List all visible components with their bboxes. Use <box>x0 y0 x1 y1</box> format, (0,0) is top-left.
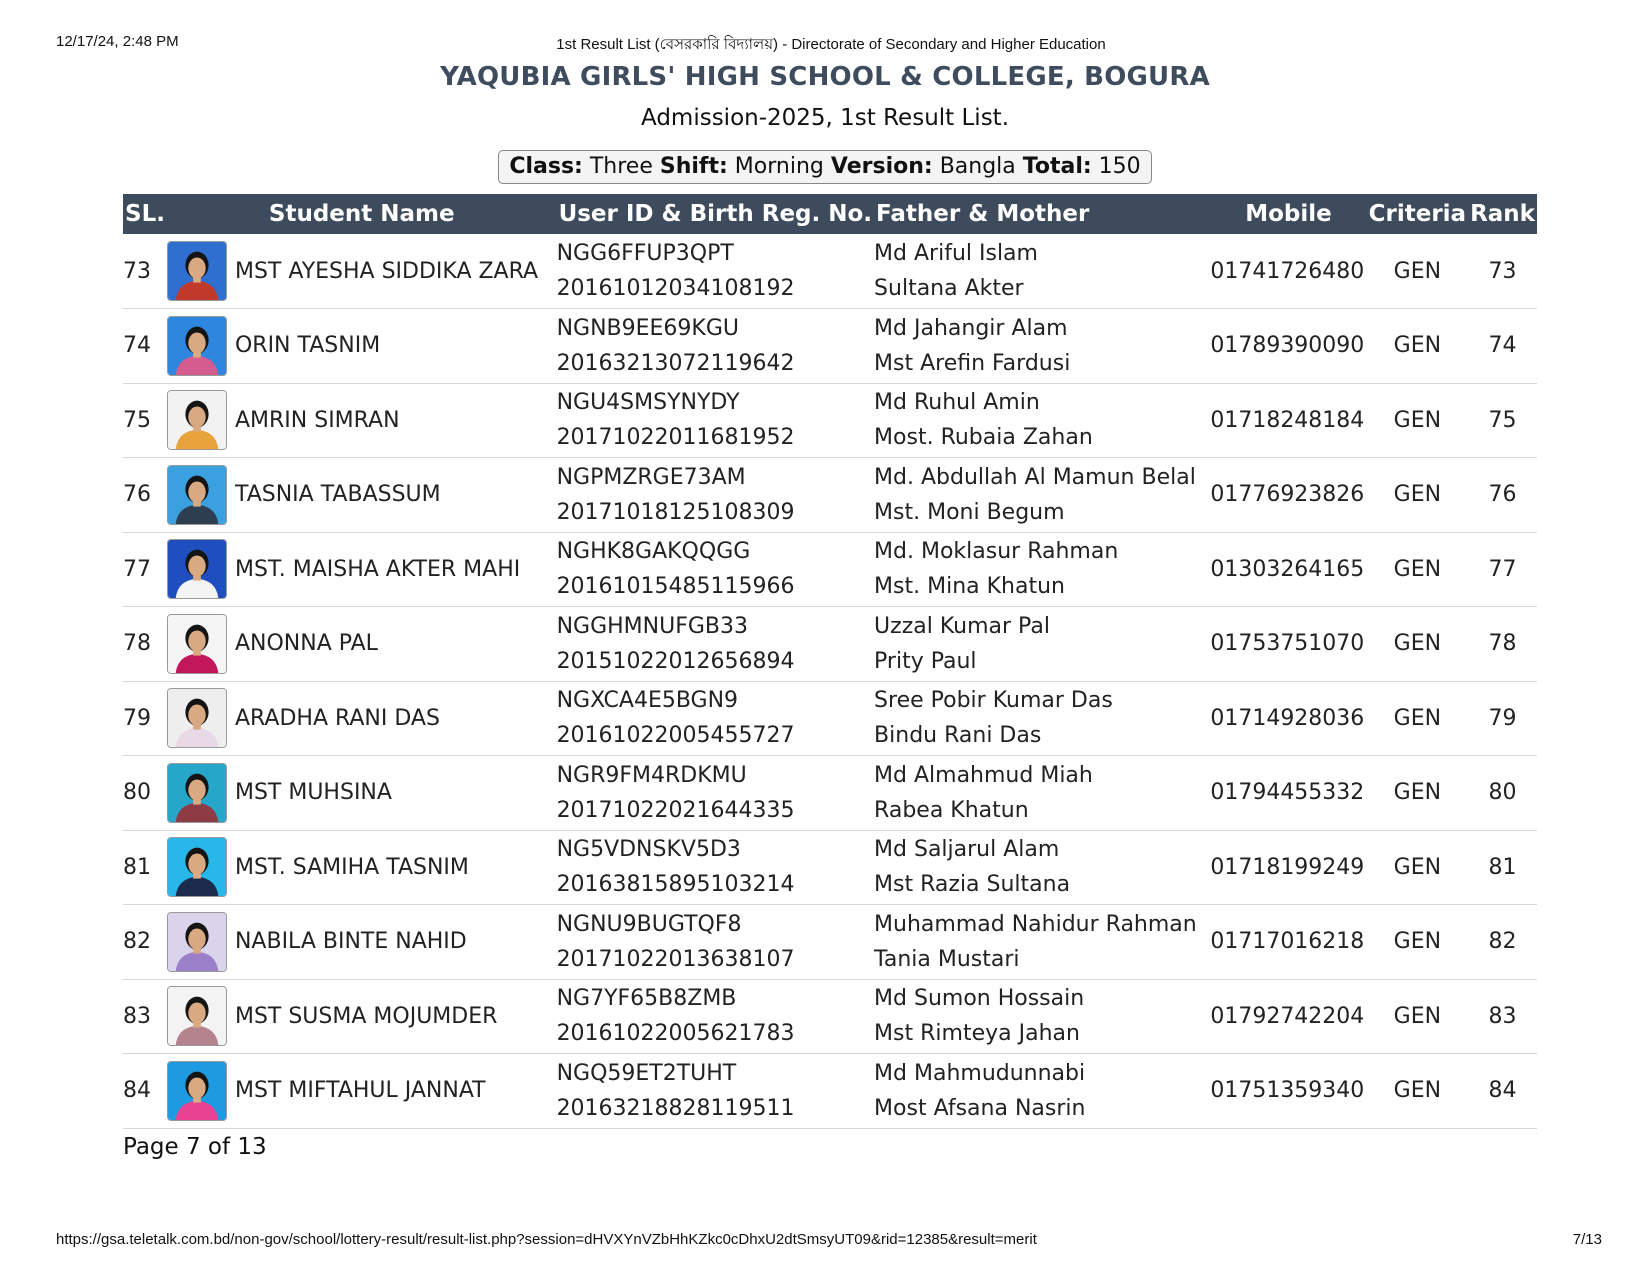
mother-name: Mst. Mina Khatun <box>874 574 1065 600</box>
student-cell <box>167 607 557 682</box>
criteria: GEN <box>1393 1078 1442 1104</box>
mobile-number: 01751359340 <box>1210 1078 1365 1104</box>
table-row <box>123 532 1537 607</box>
serial-number: 76 <box>123 482 151 508</box>
birth-reg-no: 20163213072119642 <box>556 350 795 376</box>
student-name: AMRIN SIMRAN <box>234 407 400 433</box>
header-student-name: Student Name <box>167 194 557 234</box>
student-cell <box>167 830 557 905</box>
student-name: MST MUHSINA <box>234 780 392 806</box>
user-id-cell <box>557 756 874 831</box>
mother-name: Most Afsana Nasrin <box>874 1095 1086 1121</box>
user-id: NG5VDNSKV5D3 <box>556 837 741 863</box>
user-id-cell <box>557 532 874 607</box>
rank: 81 <box>1488 854 1517 880</box>
user-id-cell <box>557 905 874 980</box>
user-id: NGNU9BUGTQF8 <box>556 911 742 937</box>
student-name: MST MIFTAHUL JANNAT <box>234 1078 486 1104</box>
birth-reg-no: 20163815895103214 <box>556 872 795 898</box>
user-id-cell <box>557 383 874 458</box>
student-name: MST. SAMIHA TASNIM <box>234 854 469 880</box>
mobile-number: 01789390090 <box>1210 333 1365 359</box>
user-id: NGHK8GAKQQGG <box>556 539 751 565</box>
rank: 77 <box>1488 556 1517 582</box>
mother-name: Mst. Moni Begum <box>874 499 1065 525</box>
mother-name: Mst Rimteya Jahan <box>874 1021 1080 1047</box>
student-photo <box>167 1061 227 1121</box>
student-cell <box>167 756 557 831</box>
criteria: GEN <box>1393 258 1442 284</box>
student-photo <box>167 539 227 599</box>
father-name: Md Mahmudunnabi <box>874 1060 1086 1086</box>
result-table <box>123 194 1537 1129</box>
parents-cell <box>874 756 1210 831</box>
mobile-number: 01741726480 <box>1210 258 1365 284</box>
father-name: Md. Moklasur Rahman <box>874 539 1119 565</box>
student-cell <box>167 234 557 309</box>
version-label: Version: <box>830 154 933 179</box>
rank: 75 <box>1488 407 1517 433</box>
birth-reg-no: 20161012034108192 <box>556 276 795 301</box>
class-info-wrapper <box>0 150 1650 184</box>
father-name: Muhammad Nahidur Rahman <box>874 911 1197 937</box>
header-mobile: Mobile <box>1210 194 1366 234</box>
criteria: GEN <box>1393 407 1442 433</box>
table-row <box>123 607 1537 682</box>
header-criteria: Criteria <box>1367 194 1468 234</box>
serial-number: 78 <box>123 631 151 657</box>
criteria: GEN <box>1393 929 1442 955</box>
student-name: TASNIA TABASSUM <box>234 482 441 508</box>
student-cell <box>167 383 557 458</box>
serial-number: 84 <box>123 1078 151 1104</box>
parents-cell <box>874 830 1210 905</box>
rank: 79 <box>1488 705 1517 731</box>
birth-reg-no: 20171022013638107 <box>556 946 795 972</box>
user-id: NGXCA4E5BGN9 <box>556 688 739 714</box>
user-id: NGGHMNUFGB33 <box>556 613 748 639</box>
father-name: Md Jahangir Alam <box>874 315 1068 341</box>
serial-number: 75 <box>123 407 151 433</box>
user-id-cell <box>557 1054 874 1129</box>
student-name: ARADHA RANI DAS <box>234 705 440 731</box>
mobile-number: 01718199249 <box>1210 854 1365 880</box>
rank: 78 <box>1488 631 1517 657</box>
parents-cell <box>874 1054 1210 1129</box>
mobile-number: 01794455332 <box>1210 780 1365 806</box>
birth-reg-no: 20171022021644335 <box>556 797 795 823</box>
father-name: Md Sumon Hossain <box>874 986 1085 1012</box>
rank: 83 <box>1488 1003 1517 1029</box>
table-row <box>123 979 1537 1054</box>
list-subtitle: Admission-2025, 1st Result List. <box>640 105 1010 131</box>
mobile-number: 01717016218 <box>1210 929 1365 955</box>
table-row <box>123 830 1537 905</box>
father-name: Sree Pobir Kumar Das <box>874 688 1113 714</box>
total-label: Total: <box>1022 154 1092 179</box>
parents-cell <box>874 979 1210 1054</box>
table-row <box>123 234 1537 309</box>
student-photo <box>167 837 227 897</box>
table-row <box>123 681 1537 756</box>
parents-cell <box>874 681 1210 756</box>
user-id-cell <box>557 681 874 756</box>
user-id: NGPMZRGE73AM <box>556 464 746 490</box>
print-document-title: 1st Result List (বেসরকারি বিদ্যালয়) - Directorate of Secondary and Higher Education <box>556 36 1106 53</box>
user-id-cell <box>557 234 874 309</box>
user-id-cell <box>557 607 874 682</box>
class-value: Three <box>589 154 653 179</box>
student-cell <box>167 309 557 384</box>
father-name: Md. Abdullah Al Mamun Belal <box>874 464 1196 490</box>
father-name: Md Almahmud Miah <box>874 762 1093 788</box>
birth-reg-no: 20161022005455727 <box>556 723 795 749</box>
user-id-cell <box>557 309 874 384</box>
mobile-number: 01718248184 <box>1210 407 1365 433</box>
student-photo <box>167 465 227 525</box>
school-name: YAQUBIA GIRLS' HIGH SCHOOL & COLLEGE, BOGURA <box>440 62 1210 92</box>
student-name: MST AYESHA SIDDIKA ZARA <box>234 258 539 284</box>
total-value: 150 <box>1098 154 1141 179</box>
serial-number: 77 <box>123 556 151 582</box>
father-name: Md Ariful Islam <box>874 241 1038 266</box>
header-rank: Rank <box>1468 194 1537 234</box>
student-name: ANONNA PAL <box>234 631 378 657</box>
rank: 76 <box>1488 482 1517 508</box>
user-id: NGNB9EE69KGU <box>556 315 739 341</box>
print-datetime: 12/17/24, 2:48 PM <box>56 33 179 50</box>
criteria: GEN <box>1393 556 1442 582</box>
student-cell <box>167 681 557 756</box>
table-row <box>123 756 1537 831</box>
student-name: ORIN TASNIM <box>234 333 381 359</box>
table-row <box>123 1054 1537 1129</box>
user-id: NGR9FM4RDKMU <box>556 762 747 788</box>
user-id-cell <box>557 458 874 533</box>
birth-reg-no: 20161015485115966 <box>556 574 795 600</box>
header-user-id: User ID & Birth Reg. No. <box>557 194 874 234</box>
mobile-number: 01776923826 <box>1210 482 1365 508</box>
serial-number: 74 <box>123 333 151 359</box>
shift-value: Morning <box>734 154 824 179</box>
rank: 82 <box>1488 929 1517 955</box>
student-photo <box>167 241 227 301</box>
table-row <box>123 905 1537 980</box>
result-table-header <box>123 194 1537 234</box>
criteria: GEN <box>1393 854 1442 880</box>
serial-number: 82 <box>123 929 151 955</box>
student-photo <box>167 614 227 674</box>
rank: 84 <box>1488 1078 1517 1104</box>
user-id-cell <box>557 830 874 905</box>
criteria: GEN <box>1393 482 1442 508</box>
print-page-count: 7/13 <box>1572 1231 1602 1248</box>
student-photo <box>167 390 227 450</box>
serial-number: 83 <box>123 1003 151 1029</box>
shift-label: Shift: <box>659 154 728 179</box>
rank: 73 <box>1488 258 1517 284</box>
student-name: MST. MAISHA AKTER MAHI <box>234 556 521 582</box>
student-cell <box>167 1054 557 1129</box>
birth-reg-no: 20163218828119511 <box>556 1095 795 1121</box>
table-row <box>123 309 1537 384</box>
class-label: Class: <box>509 154 583 179</box>
mother-name: Mst Arefin Fardusi <box>874 350 1071 376</box>
mother-name: Tania Mustari <box>874 946 1020 972</box>
mobile-number: 01303264165 <box>1210 556 1365 582</box>
parents-cell <box>874 458 1210 533</box>
criteria: GEN <box>1393 705 1442 731</box>
student-name: MST SUSMA MOJUMDER <box>234 1003 498 1029</box>
student-photo <box>167 688 227 748</box>
student-cell <box>167 458 557 533</box>
birth-reg-no: 20171022011681952 <box>556 425 795 451</box>
mother-name: Mst Razia Sultana <box>874 872 1071 898</box>
parents-cell <box>874 607 1210 682</box>
rank: 74 <box>1488 333 1517 359</box>
header-sl: SL. <box>123 194 167 234</box>
student-photo <box>167 763 227 823</box>
serial-number: 80 <box>123 780 151 806</box>
table-row <box>123 383 1537 458</box>
user-id: NG7YF65B8ZMB <box>556 986 737 1012</box>
mobile-number: 01792742204 <box>1210 1003 1365 1029</box>
table-row <box>123 458 1537 533</box>
serial-number: 73 <box>123 258 151 284</box>
header-row <box>123 194 1537 234</box>
user-id: NGQ59ET2TUHT <box>556 1060 737 1086</box>
user-id: NGU4SMSYNYDY <box>556 390 740 416</box>
version-value: Bangla <box>939 154 1016 179</box>
birth-reg-no: 20171018125108309 <box>556 499 795 525</box>
user-id: NGG6FFUP3QPT <box>556 241 734 266</box>
parents-cell <box>874 309 1210 384</box>
student-photo <box>167 316 227 376</box>
class-info-box <box>498 150 1151 184</box>
mother-name: Rabea Khatun <box>874 797 1029 823</box>
criteria: GEN <box>1393 1003 1442 1029</box>
criteria: GEN <box>1393 333 1442 359</box>
rank: 80 <box>1488 780 1517 806</box>
student-cell <box>167 532 557 607</box>
mobile-number: 01753751070 <box>1210 631 1365 657</box>
page-number: Page 7 of 13 <box>123 1134 267 1160</box>
criteria: GEN <box>1393 631 1442 657</box>
mother-name: Sultana Akter <box>874 276 1024 301</box>
user-id-cell <box>557 979 874 1054</box>
mobile-number: 01714928036 <box>1210 705 1365 731</box>
serial-number: 81 <box>123 854 151 880</box>
parents-cell <box>874 532 1210 607</box>
criteria: GEN <box>1393 780 1442 806</box>
father-name: Md Saljarul Alam <box>874 837 1060 863</box>
birth-reg-no: 20151022012656894 <box>556 648 795 674</box>
student-photo <box>167 912 227 972</box>
print-url: https://gsa.teletalk.com.bd/non-gov/school/lottery-result/result-list.php?session=dHVXYnVZbHhKZkc0cDhxU2dtSmsyUT09&rid=12385&result=merit <box>56 1231 1037 1248</box>
mother-name: Bindu Rani Das <box>874 723 1042 749</box>
parents-cell <box>874 383 1210 458</box>
student-photo <box>167 986 227 1046</box>
student-cell <box>167 979 557 1054</box>
mother-name: Prity Paul <box>874 648 977 674</box>
result-table-body <box>123 234 1537 1128</box>
father-name: Uzzal Kumar Pal <box>874 613 1050 639</box>
student-cell <box>167 905 557 980</box>
father-name: Md Ruhul Amin <box>874 390 1040 416</box>
serial-number: 79 <box>123 705 151 731</box>
parents-cell <box>874 234 1210 309</box>
birth-reg-no: 20161022005621783 <box>556 1021 795 1047</box>
parents-cell <box>874 905 1210 980</box>
mother-name: Most. Rubaia Zahan <box>874 425 1093 451</box>
header-parents: Father & Mother <box>874 194 1210 234</box>
student-name: NABILA BINTE NAHID <box>234 929 467 955</box>
